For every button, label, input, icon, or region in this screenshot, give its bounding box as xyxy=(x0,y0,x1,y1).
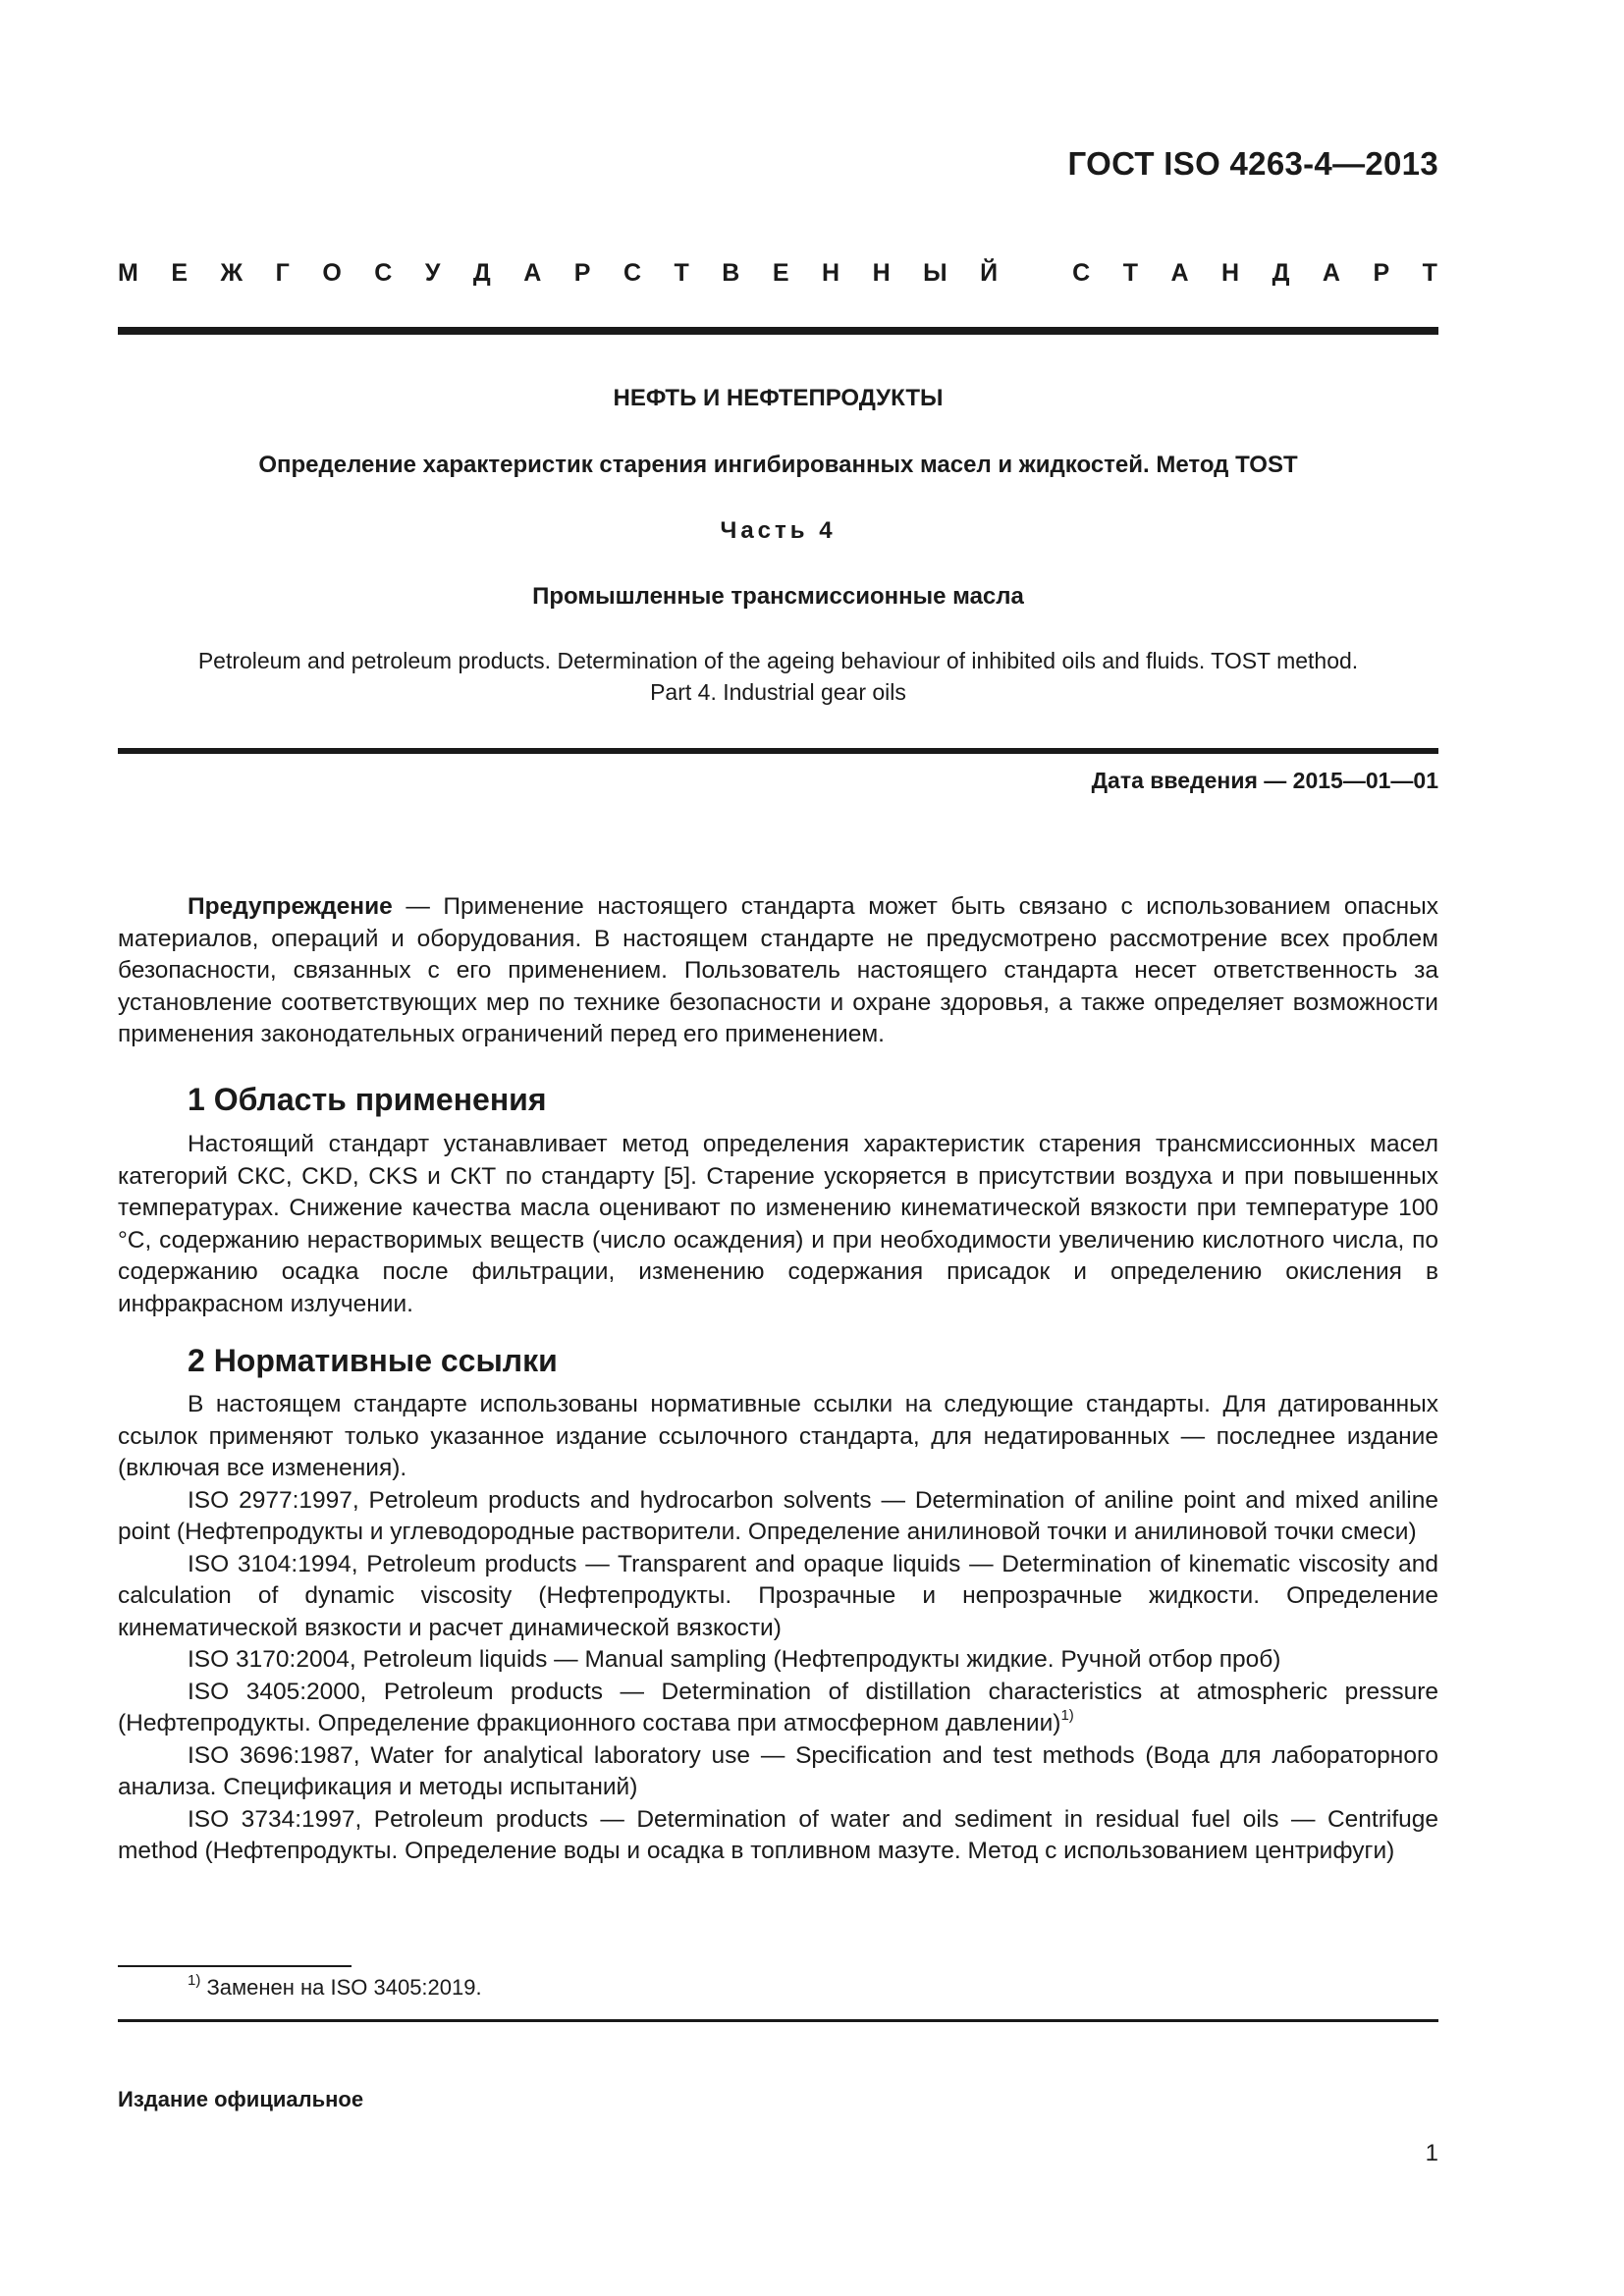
page-number: 1 xyxy=(1425,2140,1438,2166)
footnote-text: Заменен на ISO 3405:2019. xyxy=(200,1975,482,2000)
english-title-line2: Part 4. Industrial gear oils xyxy=(650,679,906,705)
reference-item: ISO 2977:1997, Petroleum products and hydrocarbon solvents — Determination of aniline point and mixed aniline point (Нефтепродукты и углеводородные растворители. Определение анилиновой точки и анилиновой точки смеси) xyxy=(118,1486,1438,1545)
document-subtitle: Определение характеристик старения ингибированных масел и жидкостей. Метод TOST xyxy=(258,452,1298,478)
footnote xyxy=(188,1971,482,2001)
document-title: НЕФТЬ И НЕФТЕПРОДУКТЫ xyxy=(613,385,944,411)
english-title xyxy=(118,645,1438,708)
warning-label: Предупреждение xyxy=(188,893,393,920)
official-edition-label: Издание официальное xyxy=(118,2087,364,2111)
introduction-date: Дата введения — 2015—01—01 xyxy=(1091,768,1438,793)
english-title-line1: Petroleum and petroleum products. Determination of the ageing behaviour of inhibited oils and fluids. TOST method. xyxy=(197,648,1359,673)
footnote-mark: 1) xyxy=(188,1971,201,1989)
reference-item xyxy=(118,1677,1438,1740)
standard-type-heading: М Е Ж Г О С У Д А Р С Т В Е Н Н Ы Й С Т А Н Д А Р Т xyxy=(118,259,1438,287)
part-title: Промышленные трансмиссионные масла xyxy=(532,583,1024,610)
standard-code: ГОСТ ISO 4263-4—2013 xyxy=(1067,145,1438,182)
section2-body xyxy=(118,1389,1438,1868)
footer-rule xyxy=(118,2019,1438,2022)
reference-text: ISO 3405:2000, Petroleum products — Determination of distillation characteristics at atmospheric pressure (Нефтепродукты. Определение фракционного состава при атмосферном давлении) xyxy=(118,1678,1438,1736)
reference-item: ISO 3734:1997, Petroleum products — Determination of water and sediment in residual fuel oils — Centrifuge method (Нефтепродукты. Определение воды и осадка в топливном мазуте. Метод с использованием центрифуги) xyxy=(118,1805,1438,1864)
title-rule xyxy=(118,748,1438,754)
section2-intro: В настоящем стандарте использованы нормативные ссылки на следующие стандарты. Для датированных ссылок применяют только указанное издание ссылочного стандарта, для недатированных — последнее издание (включая все изменения). xyxy=(118,1391,1438,1481)
section2-heading: 2 Нормативные ссылки xyxy=(188,1343,558,1378)
part-number: Часть 4 xyxy=(720,517,837,544)
footnote-marker[interactable]: 1) xyxy=(1060,1706,1074,1724)
warning-block xyxy=(118,891,1438,1051)
header-rule xyxy=(118,327,1438,335)
warning-text: — Применение настоящего стандарта может быть связано с использованием опасных материалов, операций и оборудования. В настоящем стандарте не предусмотрено рассмотрение всех проблем безопасности, связанных с его применением. Пользователь настоящего стандарта несет ответственность за установление соответствующих мер по технике безопасности и охране здоровья, а также определяет возможности применения законодательных ограничений перед его применением. xyxy=(118,893,1438,1047)
footnote-separator xyxy=(118,1965,352,1967)
section1-body xyxy=(118,1129,1438,1320)
section1-heading: 1 Область применения xyxy=(188,1082,547,1117)
warning-paragraph xyxy=(118,891,1438,1051)
reference-item: ISO 3696:1987, Water for analytical laboratory use — Specification and test methods (Вода для лабораторного анализа. Спецификация и методы испытаний) xyxy=(118,1741,1438,1800)
section1-paragraph: Настоящий стандарт устанавливает метод определения характеристик старения трансмиссионных масел категорий СКС, CKD, CKS и СКТ по стандарту [5]. Старение ускоряется в присутствии воздуха и при повышенных температурах. Снижение качества масла оценивают по изменению кинематической вязкости при температуре 100 °С, содержанию нерастворимых веществ (число осаждения) и при необходимости увеличению кислотного числа, по содержанию осадка после фильтрации, изменению содержания присадок и определению окисления в инфракрасном излучении. xyxy=(118,1131,1438,1317)
reference-item: ISO 3104:1994, Petroleum products — Transparent and opaque liquids — Determination of kinematic viscosity and calculation of dynamic viscosity (Нефтепродукты. Прозрачные и непрозрачные жидкости. Определение кинематической вязкости и расчет динамической вязкости) xyxy=(118,1550,1438,1641)
reference-item: ISO 3170:2004, Petroleum liquids — Manual sampling (Нефтепродукты жидкие. Ручной отбор проб) xyxy=(188,1646,1281,1673)
